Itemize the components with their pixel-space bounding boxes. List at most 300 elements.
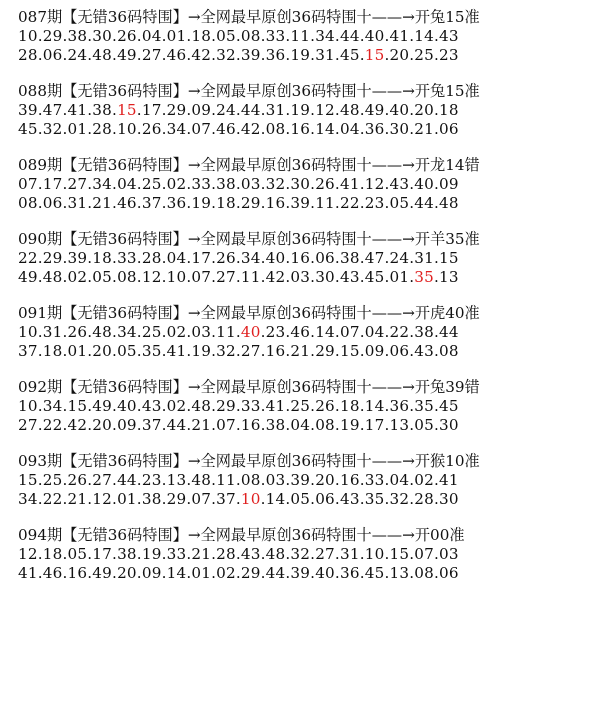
number-cell: 26 xyxy=(67,471,88,489)
number-cell: 48 xyxy=(42,268,63,286)
number-cell: 34 xyxy=(117,323,137,341)
number-cell: 17 xyxy=(364,416,385,434)
number-cell: 08 xyxy=(315,416,335,434)
number-cell: 39 xyxy=(290,471,311,489)
number-cell: 12 xyxy=(315,101,335,119)
number-cell: 41 xyxy=(339,175,360,193)
number-cell: 16 xyxy=(265,342,286,360)
number-cell: 16 xyxy=(290,249,311,267)
number-cell: 11 xyxy=(240,268,261,286)
number-cell: 39 xyxy=(240,46,261,64)
number-row: 49.48.02.05.08.12.10.07.27.11.42.03.30.43.45.01.35.13 xyxy=(18,268,459,286)
number-cell: 26 xyxy=(67,323,88,341)
number-cell: 42 xyxy=(240,120,261,138)
number-cell: 28 xyxy=(92,120,113,138)
number-cell: 45 xyxy=(364,564,385,582)
number-cell: 02 xyxy=(166,323,187,341)
number-cell: 48 xyxy=(191,397,212,415)
number-cell: 17 xyxy=(141,101,162,119)
number-cell: 02 xyxy=(216,564,236,582)
period-block xyxy=(18,304,588,361)
number-cell: 24 xyxy=(216,101,236,119)
number-cell: 42 xyxy=(67,416,88,434)
number-cell: 33 xyxy=(364,471,385,489)
number-cell: 17 xyxy=(191,249,212,267)
number-cell: 23 xyxy=(265,323,286,341)
number-cell: 37 xyxy=(216,490,236,508)
number-cell: 12 xyxy=(364,175,385,193)
number-cell: 35 xyxy=(141,342,162,360)
number-cell: 04 xyxy=(141,27,162,45)
number-cell: 25 xyxy=(42,471,63,489)
number-cell: 18 xyxy=(439,101,459,119)
number-cell: 34 xyxy=(240,249,261,267)
number-cell: 10 xyxy=(117,120,137,138)
number-cell: 01 xyxy=(166,27,187,45)
number-cell: 05 xyxy=(216,27,236,45)
number-cell: 01 xyxy=(67,342,88,360)
number-cell: 27 xyxy=(18,416,38,434)
number-cell: 47 xyxy=(42,101,63,119)
number-cell: 20 xyxy=(414,101,434,119)
number-cell: 19 xyxy=(290,101,311,119)
number-cell: 04 xyxy=(166,249,187,267)
number-row: 34.22.21.12.01.38.29.07.37.10.14.05.06.43.35.32.28.30 xyxy=(18,490,459,508)
number-cell: 12 xyxy=(92,490,113,508)
number-cell: 04 xyxy=(290,416,311,434)
number-row: 39.47.41.38.15.17.29.09.24.44.31.19.12.48.49.40.20.18 xyxy=(18,101,459,119)
number-cell: 38 xyxy=(67,27,88,45)
number-cell: 07 xyxy=(191,268,212,286)
number-cell: 35 xyxy=(414,397,434,415)
number-cell: 18 xyxy=(191,27,212,45)
number-cell: 42 xyxy=(265,268,286,286)
number-cell: 32 xyxy=(290,545,311,563)
number-cell: 38 xyxy=(265,416,286,434)
number-row: 10.29.38.30.26.04.01.18.05.08.33.11.34.44.40.41.14.43 xyxy=(18,27,459,45)
number-cell: 25 xyxy=(141,175,162,193)
number-cell: 39 xyxy=(290,564,311,582)
number-cell: 22 xyxy=(18,249,38,267)
number-cell: 40 xyxy=(315,564,335,582)
number-cell: 13 xyxy=(439,268,459,286)
period-title: 091期【无错36码特围】→全网最早原创36码特围十——→开虎40准 xyxy=(18,304,480,322)
number-cell: 43 xyxy=(141,397,162,415)
number-cell: 16 xyxy=(240,416,261,434)
number-cell: 33 xyxy=(240,397,261,415)
number-cell: 10 xyxy=(18,397,38,415)
number-cell: 27 xyxy=(315,545,335,563)
number-cell: 01 xyxy=(67,120,88,138)
number-row: 12.18.05.17.38.19.33.21.28.43.48.32.27.31.10.15.07.03 xyxy=(18,545,459,563)
number-cell: 02 xyxy=(414,471,434,489)
number-cell: 06 xyxy=(389,342,410,360)
number-cell: 04 xyxy=(364,323,385,341)
number-cell: 30 xyxy=(439,416,459,434)
number-cell: 03 xyxy=(240,175,261,193)
number-cell: 22 xyxy=(339,194,360,212)
number-cell: 16 xyxy=(67,564,88,582)
number-cell: 21 xyxy=(191,416,212,434)
number-cell: 44 xyxy=(265,564,286,582)
number-cell: 09 xyxy=(364,342,385,360)
highlighted-number: 15 xyxy=(117,101,137,119)
number-cell: 06 xyxy=(439,564,459,582)
number-cell: 40 xyxy=(117,397,137,415)
number-cell: 20 xyxy=(92,416,113,434)
number-cell: 01 xyxy=(191,564,212,582)
number-cell: 32 xyxy=(389,490,410,508)
number-cell: 28 xyxy=(216,545,236,563)
number-cell: 10 xyxy=(18,323,38,341)
number-cell: 26 xyxy=(315,175,335,193)
number-cell: 28 xyxy=(18,46,38,64)
number-cell: 46 xyxy=(42,564,63,582)
number-cell: 20 xyxy=(117,564,137,582)
highlighted-number: 40 xyxy=(240,323,261,341)
number-row: 07.17.27.34.04.25.02.33.38.03.32.30.26.41.12.43.40.09 xyxy=(18,175,459,193)
number-cell: 14 xyxy=(414,27,434,45)
number-cell: 23 xyxy=(364,194,385,212)
number-cell: 12 xyxy=(18,545,38,563)
number-cell: 15 xyxy=(389,545,410,563)
number-cell: 29 xyxy=(42,249,63,267)
number-cell: 02 xyxy=(67,268,88,286)
number-cell: 20 xyxy=(92,342,113,360)
number-cell: 31 xyxy=(265,101,286,119)
number-cell: 09 xyxy=(141,564,162,582)
number-cell: 12 xyxy=(141,268,162,286)
number-cell: 19 xyxy=(141,545,162,563)
number-cell: 46 xyxy=(117,194,137,212)
number-cell: 38 xyxy=(216,175,236,193)
number-cell: 28 xyxy=(414,490,434,508)
number-cell: 44 xyxy=(166,416,187,434)
number-cell: 44 xyxy=(339,27,360,45)
number-cell: 13 xyxy=(389,416,410,434)
number-cell: 34 xyxy=(166,120,187,138)
number-cell: 33 xyxy=(166,545,187,563)
number-cell: 30 xyxy=(92,27,113,45)
number-cell: 19 xyxy=(191,194,212,212)
number-row: 28.06.24.48.49.27.46.42.32.39.36.19.31.45.15.20.25.23 xyxy=(18,46,459,64)
highlighted-number: 15 xyxy=(364,46,385,64)
number-cell: 49 xyxy=(92,564,113,582)
number-cell: 10 xyxy=(18,27,38,45)
number-row: 10.34.15.49.40.43.02.48.29.33.41.25.26.18.14.36.35.45 xyxy=(18,397,459,415)
number-cell: 06 xyxy=(315,490,335,508)
number-cell: 40 xyxy=(389,101,410,119)
number-cell: 46 xyxy=(166,46,187,64)
number-cell: 34 xyxy=(92,175,113,193)
number-cell: 04 xyxy=(389,471,410,489)
number-cell: 29 xyxy=(315,342,335,360)
number-cell: 19 xyxy=(339,416,360,434)
number-cell: 21 xyxy=(92,194,113,212)
number-cell: 49 xyxy=(18,268,38,286)
number-cell: 06 xyxy=(315,249,335,267)
number-cell: 05 xyxy=(92,268,113,286)
number-cell: 31 xyxy=(414,249,434,267)
number-cell: 26 xyxy=(141,120,162,138)
number-cell: 02 xyxy=(166,397,187,415)
number-cell: 47 xyxy=(364,249,385,267)
number-cell: 23 xyxy=(141,471,162,489)
period-title: 088期【无错36码特围】→全网最早原创36码特围十——→开兔15准 xyxy=(18,82,480,100)
number-cell: 48 xyxy=(339,101,360,119)
number-cell: 09 xyxy=(117,416,137,434)
number-cell: 33 xyxy=(117,249,137,267)
number-cell: 41 xyxy=(166,342,187,360)
number-cell: 43 xyxy=(339,490,360,508)
number-cell: 25 xyxy=(290,397,311,415)
number-cell: 31 xyxy=(315,46,335,64)
number-cell: 49 xyxy=(92,397,113,415)
number-cell: 14 xyxy=(315,323,335,341)
period-title: 092期【无错36码特围】→全网最早原创36码特围十——→开兔39错 xyxy=(18,378,480,396)
number-cell: 37 xyxy=(141,416,162,434)
number-cell: 08 xyxy=(240,471,261,489)
number-cell: 05 xyxy=(414,416,434,434)
period-title: 090期【无错36码特围】→全网最早原创36码特围十——→开羊35准 xyxy=(18,230,480,248)
number-cell: 22 xyxy=(42,490,63,508)
number-cell: 11 xyxy=(216,471,236,489)
number-cell: 31 xyxy=(42,323,63,341)
number-cell: 48 xyxy=(191,471,212,489)
number-cell: 32 xyxy=(42,120,63,138)
number-cell: 07 xyxy=(216,416,236,434)
period-block xyxy=(18,156,588,213)
number-cell: 08 xyxy=(240,27,261,45)
number-cell: 06 xyxy=(42,46,63,64)
number-cell: 08 xyxy=(18,194,38,212)
number-cell: 39 xyxy=(67,249,88,267)
number-cell: 10 xyxy=(166,268,187,286)
period-block xyxy=(18,526,588,583)
number-cell: 34 xyxy=(18,490,38,508)
number-cell: 27 xyxy=(92,471,113,489)
number-cell: 36 xyxy=(339,564,360,582)
number-cell: 44 xyxy=(414,194,434,212)
number-cell: 15 xyxy=(339,342,360,360)
number-cell: 19 xyxy=(290,46,311,64)
number-cell: 18 xyxy=(92,249,113,267)
number-cell: 22 xyxy=(42,416,63,434)
number-cell: 08 xyxy=(414,564,434,582)
number-cell: 44 xyxy=(117,471,137,489)
number-cell: 27 xyxy=(240,342,261,360)
number-cell: 05 xyxy=(117,342,137,360)
number-cell: 32 xyxy=(216,342,236,360)
number-cell: 05 xyxy=(67,545,88,563)
number-cell: 09 xyxy=(191,101,212,119)
number-cell: 41 xyxy=(439,471,459,489)
number-cell: 46 xyxy=(290,323,311,341)
number-cell: 11 xyxy=(315,194,335,212)
number-cell: 29 xyxy=(240,194,261,212)
number-row: 41.46.16.49.20.09.14.01.02.29.44.39.40.36.45.13.08.06 xyxy=(18,564,459,582)
number-cell: 33 xyxy=(265,27,286,45)
number-cell: 08 xyxy=(117,268,137,286)
number-cell: 13 xyxy=(389,564,410,582)
highlighted-number: 10 xyxy=(240,490,261,508)
number-cell: 03 xyxy=(191,323,212,341)
period-block xyxy=(18,8,588,65)
number-cell: 48 xyxy=(439,194,459,212)
number-cell: 41 xyxy=(67,101,88,119)
number-cell: 45 xyxy=(339,46,360,64)
number-cell: 31 xyxy=(67,194,88,212)
number-cell: 14 xyxy=(315,120,335,138)
number-cell: 38 xyxy=(141,490,162,508)
number-cell: 38 xyxy=(92,101,113,119)
number-cell: 01 xyxy=(117,490,137,508)
number-cell: 07 xyxy=(191,120,212,138)
number-cell: 07 xyxy=(18,175,38,193)
period-block xyxy=(18,82,588,139)
number-cell: 25 xyxy=(414,46,434,64)
number-cell: 49 xyxy=(364,101,385,119)
number-cell: 30 xyxy=(439,490,459,508)
number-cell: 17 xyxy=(42,175,63,193)
number-cell: 31 xyxy=(339,545,360,563)
number-cell: 41 xyxy=(265,397,286,415)
number-row: 10.31.26.48.34.25.02.03.11.40.23.46.14.07.04.22.38.44 xyxy=(18,323,459,341)
number-cell: 26 xyxy=(117,27,137,45)
number-cell: 41 xyxy=(18,564,38,582)
number-cell: 14 xyxy=(265,490,286,508)
number-row: 15.25.26.27.44.23.13.48.11.08.03.39.20.16.33.04.02.41 xyxy=(18,471,459,489)
number-cell: 15 xyxy=(67,397,88,415)
number-cell: 30 xyxy=(389,120,410,138)
number-cell: 48 xyxy=(92,323,113,341)
number-cell: 11 xyxy=(290,27,311,45)
period-block xyxy=(18,378,588,435)
number-cell: 08 xyxy=(439,342,459,360)
number-cell: 42 xyxy=(191,46,212,64)
number-cell: 35 xyxy=(364,490,385,508)
number-cell: 21 xyxy=(414,120,434,138)
number-cell: 19 xyxy=(191,342,212,360)
number-cell: 43 xyxy=(339,268,360,286)
number-cell: 29 xyxy=(216,397,236,415)
number-cell: 37 xyxy=(141,194,162,212)
number-cell: 24 xyxy=(67,46,88,64)
number-cell: 01 xyxy=(389,268,410,286)
number-cell: 44 xyxy=(240,101,261,119)
number-cell: 33 xyxy=(191,175,212,193)
number-cell: 43 xyxy=(439,27,459,45)
number-cell: 34 xyxy=(42,397,63,415)
number-cell: 08 xyxy=(265,120,286,138)
number-cell: 25 xyxy=(141,323,162,341)
number-cell: 18 xyxy=(339,397,360,415)
number-cell: 23 xyxy=(439,46,459,64)
number-cell: 29 xyxy=(166,101,187,119)
number-cell: 45 xyxy=(439,397,459,415)
number-cell: 22 xyxy=(389,323,410,341)
number-cell: 04 xyxy=(339,120,360,138)
number-cell: 13 xyxy=(166,471,187,489)
number-cell: 48 xyxy=(92,46,113,64)
number-cell: 09 xyxy=(439,175,459,193)
number-cell: 04 xyxy=(117,175,137,193)
number-cell: 07 xyxy=(414,545,434,563)
number-cell: 29 xyxy=(42,27,63,45)
number-cell: 45 xyxy=(18,120,38,138)
period-block xyxy=(18,230,588,287)
number-cell: 20 xyxy=(389,46,410,64)
period-title: 094期【无错36码特围】→全网最早原创36码特围十——→开00准 xyxy=(18,526,465,544)
number-cell: 17 xyxy=(92,545,113,563)
number-cell: 14 xyxy=(364,397,385,415)
period-title: 089期【无错36码特围】→全网最早原创36码特围十——→开龙14错 xyxy=(18,156,480,174)
number-cell: 21 xyxy=(67,490,88,508)
number-cell: 29 xyxy=(166,490,187,508)
number-cell: 16 xyxy=(265,194,286,212)
number-cell: 20 xyxy=(315,471,335,489)
period-title: 087期【无错36码特围】→全网最早原创36码特围十——→开兔15准 xyxy=(18,8,480,26)
number-cell: 36 xyxy=(389,397,410,415)
number-row: 37.18.01.20.05.35.41.19.32.27.16.21.29.15.09.06.43.08 xyxy=(18,342,459,360)
number-cell: 11 xyxy=(216,323,236,341)
number-cell: 32 xyxy=(216,46,236,64)
number-cell: 06 xyxy=(439,120,459,138)
number-cell: 27 xyxy=(141,46,162,64)
number-cell: 14 xyxy=(166,564,187,582)
highlighted-number: 35 xyxy=(414,268,434,286)
number-cell: 03 xyxy=(439,545,459,563)
number-row: 08.06.31.21.46.37.36.19.18.29.16.39.11.22.23.05.44.48 xyxy=(18,194,459,212)
number-cell: 03 xyxy=(265,471,286,489)
number-cell: 40 xyxy=(265,249,286,267)
number-cell: 03 xyxy=(290,268,311,286)
number-cell: 26 xyxy=(315,397,335,415)
number-cell: 26 xyxy=(216,249,236,267)
number-cell: 28 xyxy=(141,249,162,267)
number-cell: 46 xyxy=(216,120,236,138)
number-cell: 16 xyxy=(290,120,311,138)
number-cell: 05 xyxy=(389,194,410,212)
number-cell: 36 xyxy=(166,194,187,212)
number-cell: 48 xyxy=(265,545,286,563)
number-cell: 43 xyxy=(389,175,410,193)
number-cell: 37 xyxy=(18,342,38,360)
number-cell: 16 xyxy=(339,471,360,489)
number-cell: 15 xyxy=(439,249,459,267)
number-cell: 18 xyxy=(42,342,63,360)
number-cell: 10 xyxy=(364,545,385,563)
number-cell: 34 xyxy=(315,27,335,45)
number-cell: 36 xyxy=(265,46,286,64)
number-cell: 44 xyxy=(439,323,459,341)
number-cell: 43 xyxy=(414,342,434,360)
number-cell: 39 xyxy=(290,194,311,212)
number-cell: 32 xyxy=(265,175,286,193)
number-cell: 24 xyxy=(389,249,410,267)
number-cell: 29 xyxy=(240,564,261,582)
number-cell: 36 xyxy=(364,120,385,138)
number-cell: 39 xyxy=(18,101,38,119)
number-cell: 27 xyxy=(67,175,88,193)
number-cell: 40 xyxy=(364,27,385,45)
number-cell: 30 xyxy=(290,175,311,193)
number-row: 22.29.39.18.33.28.04.17.26.34.40.16.06.38.47.24.31.15 xyxy=(18,249,459,267)
number-cell: 21 xyxy=(290,342,311,360)
number-cell: 40 xyxy=(414,175,434,193)
number-cell: 41 xyxy=(389,27,410,45)
period-block xyxy=(18,452,588,509)
